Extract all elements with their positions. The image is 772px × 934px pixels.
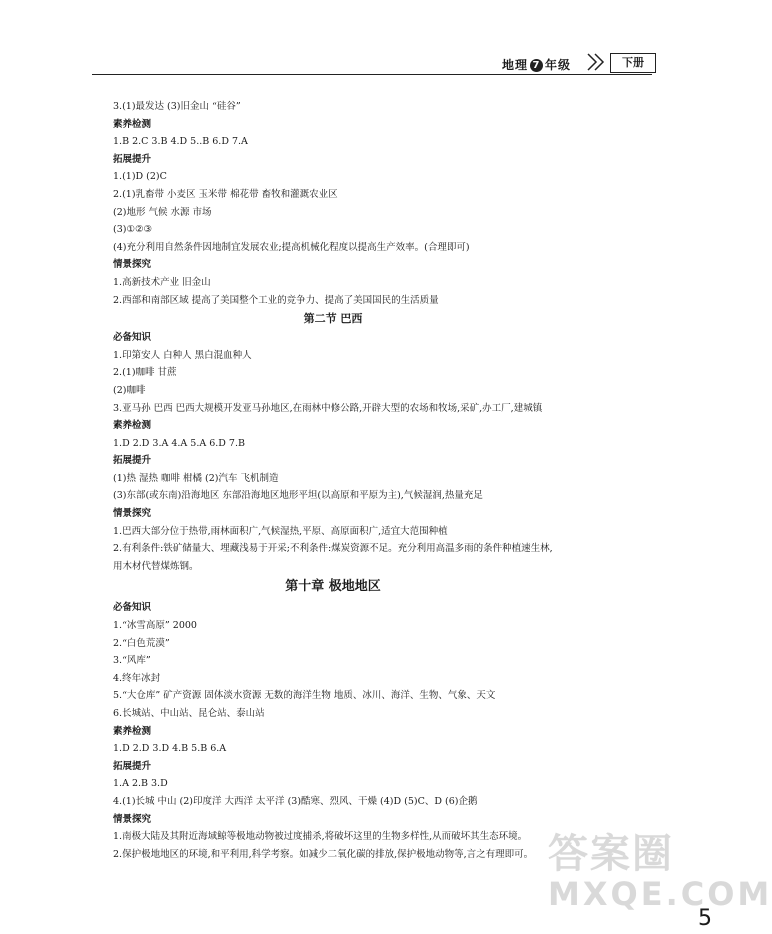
answer-line: 2.(1)咖啡 甘蔗: [113, 367, 177, 379]
answer-line: (2)地形 气候 水源 市场: [113, 206, 212, 218]
subsection-heading: 拓展提升: [113, 455, 152, 467]
answer-line: 2.有利条件:铁矿储量大、埋藏浅易于开采;不利条件:煤炭资源不足。充分利用高温多雨的条件种植速生林,用木材代替煤炼钢。: [113, 543, 553, 572]
subject-label: 地理: [502, 58, 529, 72]
answer-line: 3.亚马孙 巴西 巴西大规模开发亚马孙地区,在雨林中修公路,开辟大型的农场和牧场,采矿,办工厂,建城镇: [113, 402, 543, 414]
volume-badge: 下册: [610, 53, 656, 73]
answer-line: (4)充分利用自然条件因地制宜发展农业;提高机械化程度以提高生产效率。(合理即可): [113, 241, 470, 253]
answer-line: 1.A 2.B 3.D: [113, 778, 168, 790]
grade-number-badge: 7: [530, 59, 543, 72]
double-chevron-icon: [586, 52, 608, 72]
subsection-heading: 必备知识: [113, 332, 152, 344]
subsection-heading: 情景探究: [113, 813, 152, 825]
answer-line: 3.(1)最发达 (3)旧金山 “硅谷”: [113, 101, 241, 112]
answer-line: 6.长城站、中山站、昆仑站、泰山站: [113, 708, 265, 719]
subsection-heading: 素养检测: [113, 118, 152, 130]
subsection-heading: 拓展提升: [113, 153, 152, 165]
watermark-logo-text: 答案圈: [548, 831, 674, 877]
header-title: [502, 56, 571, 73]
answer-line: 1.(1)D (2)C: [113, 171, 167, 183]
subsection-heading: 素养检测: [113, 725, 152, 737]
answer-line: 1.D 2.D 3.D 4.B 5.B 6.A: [113, 743, 227, 755]
answer-line: 1.D 2.D 3.A 4.A 5.A 6.D 7.B: [113, 437, 245, 449]
answer-line: 1.巴西大部分位于热带,雨林面积广,气候湿热,平原、高原面积广,适宜大范围种植: [113, 525, 448, 537]
subsection-heading: 情景探究: [113, 259, 152, 271]
chapter-title: 第十章 极地地区: [285, 579, 381, 595]
answer-line: 4.终年冰封: [113, 672, 161, 684]
answer-line: (3)①②③: [113, 224, 153, 236]
answer-line: 1.B 2.C 3.B 4.D 5..B 6.D 7.A: [113, 136, 248, 148]
answer-line: 2.保护极地地区的环境,和平利用,科学考察。如减少二氧化碳的排放,保护极地动物等,言之有理即可。: [113, 848, 534, 860]
subsection-heading: 情景探究: [113, 508, 152, 520]
answer-line: 2.(1)乳畜带 小麦区 玉米带 棉花带 畜牧和灌溉农业区: [113, 188, 338, 200]
answer-line: 5.“大仓库” 矿产资源 固体淡水资源 无数的海洋生物 地质、冰川、海洋、生物、气象、天文: [113, 690, 496, 702]
answer-line: (1)热 湿热 咖啡 柑橘 (2)汽车 飞机制造: [113, 472, 279, 484]
watermark: [548, 822, 772, 922]
grade-suffix-label: 年级: [545, 58, 572, 72]
answer-line: 1.印第安人 白种人 黑白混血种人: [113, 349, 252, 361]
subsection-heading: 素养检测: [113, 420, 152, 432]
answer-content: [113, 98, 553, 863]
answer-line: (3)东部(或东南)沿海地区 东部沿海地区地形平坦(以高原和平原为主),气候湿润,热量充足: [113, 490, 483, 502]
page-header: [92, 48, 652, 75]
answer-line: (2)咖啡: [113, 384, 146, 396]
answer-line: 2.“白色荒漠”: [113, 637, 170, 649]
answer-line: 1.南极大陆及其附近海域鲸等极地动物被过度捕杀,将破坏这里的生物多样性,从而破坏其生态环境。: [113, 831, 528, 843]
subsection-heading: 必备知识: [113, 602, 152, 614]
page-number: 5: [698, 906, 712, 931]
answer-line: 4.(1)长城 中山 (2)印度洋 大西洋 太平洋 (3)酷寒、烈风、干燥 (4)D (5)C、D (6)企鹅: [113, 795, 478, 807]
answer-line: 1.“冰雪高原” 2000: [113, 620, 197, 632]
section-title: 第二节 巴西: [303, 312, 363, 326]
answer-line: 1.高新技术产业 旧金山: [113, 276, 211, 288]
answer-line: 2.西部和南部区域 提高了美国整个工业的竞争力、提高了美国国民的生活质量: [113, 294, 439, 306]
subsection-heading: 拓展提升: [113, 760, 152, 772]
watermark-url: MXQE.COM: [548, 875, 772, 913]
answer-line: 3.“风库”: [113, 655, 151, 667]
